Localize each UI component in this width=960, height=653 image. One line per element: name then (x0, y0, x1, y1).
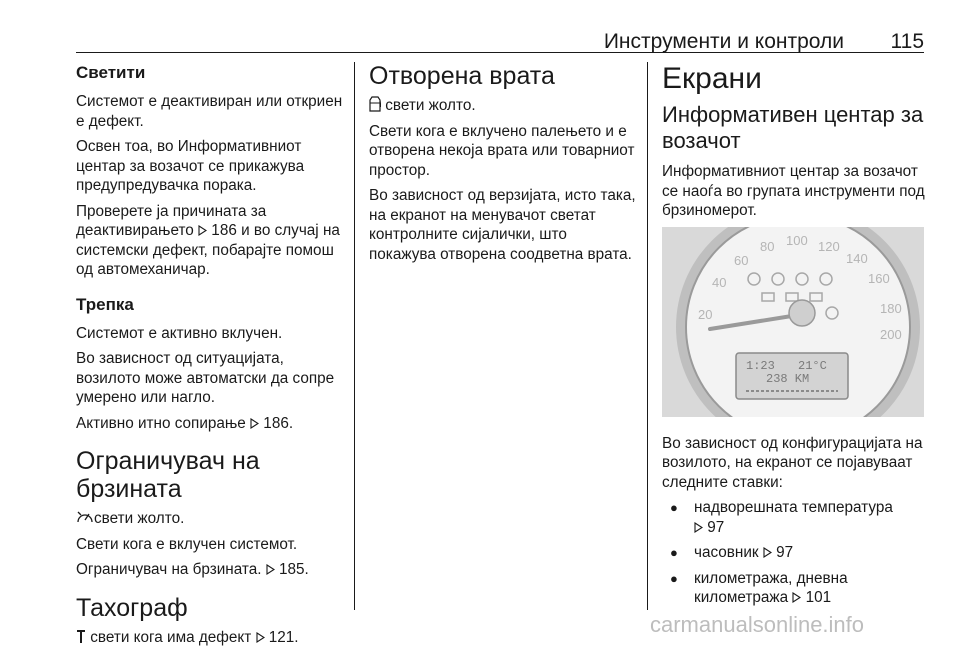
text-run: Ограничувач на брзината. (76, 561, 266, 578)
flash-paragraph-2: Во зависност од ситуацијата, возилото може автоматски да сопре умерено или нагло. (76, 350, 335, 406)
speed-tick-60: 60 (734, 252, 749, 268)
column-divider-2 (647, 62, 648, 610)
door-paragraph-1 (369, 96, 637, 116)
list-item (662, 569, 932, 608)
flash-paragraph-1: Системот е активно вклучен. (76, 324, 283, 342)
door-paragraph-3: Во зависност од верзијата, исто така, на екранот на менувачот светат контролните сијалички, што покажува отворена соодветна врата. (369, 187, 636, 263)
speed-tick-140: 140 (846, 250, 868, 266)
lights-paragraph-1: Системот е деактивиран или откриен е дефект. (76, 93, 343, 130)
text-run: свети жолто. (94, 510, 185, 527)
tachograph-icon (76, 629, 86, 644)
speed-limiter-icon (76, 509, 94, 525)
lights-heading: Светити (76, 63, 146, 82)
dic-paragraph-2: Во зависност од конфигурацијата на возилото, на екранот се појавуваат следните ставки: (662, 434, 923, 491)
text-run: километража, дневна километража (694, 569, 848, 606)
text-run: часовник (694, 544, 763, 561)
page-reference-arrow-icon (250, 418, 259, 429)
speed-tick-80: 80 (760, 238, 775, 254)
text-run: надворешната температура (694, 499, 893, 516)
door-paragraph-2: Свети кога е вклучено палењето и е отворена некоја врата или товарниот простор. (369, 122, 635, 179)
limiter-paragraph-1 (76, 509, 344, 529)
display-odometer: 238 KM (766, 371, 810, 386)
page-reference-arrow-icon (763, 547, 772, 558)
page-reference-arrow-icon (266, 564, 275, 575)
list-item (662, 498, 932, 537)
text-run: свети жолто. (381, 97, 476, 114)
watermark: carmanualsonline.info (650, 612, 865, 637)
column-divider-1 (354, 62, 355, 610)
speed-tick-40: 40 (712, 274, 727, 290)
screens-heading: Екрани (662, 62, 762, 95)
column-2 (369, 62, 637, 270)
list-item (662, 543, 932, 563)
text-run: 101 (801, 589, 832, 606)
tacho-paragraph-1 (76, 628, 344, 648)
flash-paragraph-3 (76, 414, 344, 434)
text-run: 185. (274, 561, 309, 578)
text-run: 97 (771, 544, 794, 561)
limiter-paragraph-2: Свети кога е вклучен системот. (76, 535, 298, 553)
display-time: 1:23 (746, 358, 775, 373)
flash-heading: Трепка (76, 294, 134, 314)
column-1 (76, 62, 344, 653)
text-run: 186. (259, 414, 294, 432)
column-3 (662, 62, 932, 614)
running-title: Инструменти и контроли (603, 30, 844, 53)
text-run: 186 и во случај на системски дефект, побарајте помош од автомеханичар. (76, 222, 340, 278)
speed-tick-200: 200 (880, 326, 902, 342)
text-run: Проверете ја причината за деактивирањето (76, 202, 267, 239)
instrument-cluster-figure (662, 227, 924, 417)
text-run: 97 (703, 518, 725, 536)
open-door-icon (369, 96, 381, 112)
speed-tick-100: 100 (786, 232, 808, 248)
needle-hub (789, 300, 815, 326)
page-reference-arrow-icon (198, 225, 207, 236)
page-reference-arrow-icon (694, 522, 703, 533)
page-number: 115 (890, 30, 924, 53)
speed-tick-20: 20 (698, 306, 713, 322)
text-run: 121. (264, 628, 299, 646)
limiter-heading: Ограничувач на брзината (76, 447, 260, 503)
speed-tick-120: 120 (818, 238, 840, 254)
lights-paragraph-3 (76, 202, 344, 280)
dic-paragraph-1: Информативниот центар за возачот се наоѓа во групата инструменти под брзиномерот. (662, 163, 925, 219)
limiter-paragraph-3 (76, 560, 344, 580)
speed-tick-160: 160 (868, 270, 890, 286)
page-header (76, 30, 924, 53)
dic-heading: Информативен центар за возачот (662, 102, 924, 153)
text-run: Активно итно сопирање (76, 414, 251, 432)
lights-paragraph-2: Освен тоа, во Информативниот центар за возачот се прикажува предупредувачка порака. (76, 138, 305, 194)
page-reference-arrow-icon (256, 632, 265, 643)
display-temperature: 21°C (798, 358, 827, 373)
text-run: свети кога има дефект (86, 628, 256, 646)
speed-tick-180: 180 (880, 300, 902, 316)
tacho-heading: Тахограф (76, 593, 188, 622)
door-heading: Отворена врата (369, 62, 555, 90)
